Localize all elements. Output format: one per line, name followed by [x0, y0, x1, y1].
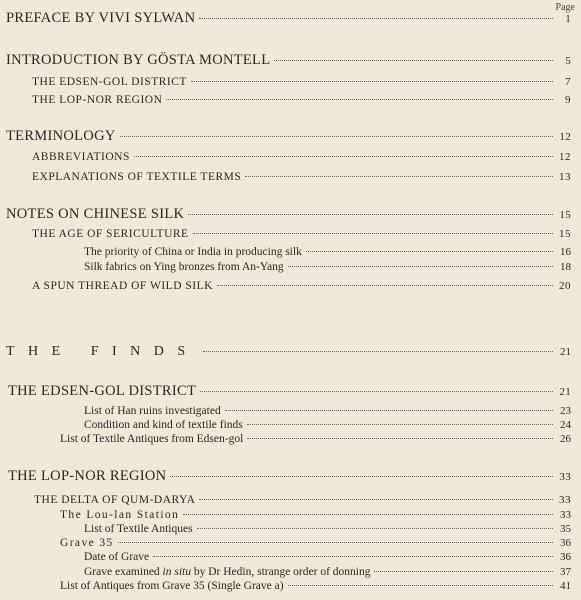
toc-entry-title: THE LOP-NOR REGION — [8, 468, 167, 484]
toc-entry-page: 21 — [559, 386, 571, 398]
toc-entry-page: 9 — [565, 94, 571, 106]
dot-leader — [134, 156, 553, 157]
toc-entry-page: 33 — [559, 471, 571, 483]
dot-leader — [170, 476, 553, 477]
dot-leader — [118, 542, 553, 543]
toc-entry-sericulture — [32, 228, 571, 240]
toc-entry-page: 21 — [560, 346, 571, 358]
toc-entry-grave-35 — [60, 537, 571, 549]
toc-entry-title: Grave 35 — [60, 537, 114, 549]
dot-leader — [288, 266, 553, 267]
toc-entry-introduction — [6, 52, 571, 69]
dot-leader — [188, 214, 553, 215]
toc-entry-title: THE EDSEN-GOL DISTRICT — [32, 76, 187, 88]
toc-entry-title: The Lou-lan Station — [60, 509, 180, 521]
dot-leader — [374, 571, 553, 572]
toc-entry-grave-35-antiques — [60, 580, 571, 592]
toc-entry-title: Condition and kind of textile finds — [84, 419, 243, 431]
toc-entry-page: 16 — [560, 246, 571, 258]
toc-entry-title: Date of Grave — [84, 551, 150, 563]
toc-entry-title: THE DELTA OF QUM-DARYA — [34, 494, 196, 506]
toc-entry-page: 23 — [560, 405, 571, 417]
toc-entry-page: 12 — [559, 151, 571, 163]
toc-entry-title: List of Textile Antiques — [84, 523, 193, 535]
toc-entry-title: THE EDSEN-GOL DISTRICT — [8, 383, 197, 399]
dot-leader — [225, 410, 553, 411]
toc-entry-grave-date — [84, 551, 571, 563]
toc-entry-edsen-gol-intro — [32, 76, 571, 88]
dot-leader — [166, 99, 553, 100]
toc-entry-textile-finds-condition — [84, 419, 571, 431]
toc-entry-priority-china-india — [84, 246, 571, 258]
toc-entry-textile-terms — [32, 171, 571, 183]
toc-entry-title: PREFACE BY VIVI SYLWAN — [6, 10, 196, 26]
toc-entry-page: 13 — [559, 171, 571, 183]
toc-entry-grave-in-situ — [84, 566, 571, 578]
toc-entry-title: List of Textile Antiques from Edsen-gol — [60, 433, 244, 445]
toc-entry-title: A SPUN THREAD OF WILD SILK — [32, 280, 213, 292]
toc-entry-title: TERMINOLOGY — [6, 128, 116, 144]
toc-entry-title: List of Antiques from Grave 35 (Single Grave a) — [60, 580, 284, 592]
toc-entry-page: 20 — [559, 280, 571, 292]
toc-entry-page: 35 — [560, 523, 571, 535]
toc-entry-edsen-gol-antiques — [60, 433, 571, 445]
dot-leader — [217, 285, 553, 286]
toc-entry-terminology — [6, 128, 571, 145]
toc-entry-page: 1 — [565, 13, 571, 25]
dot-leader — [200, 391, 553, 392]
toc-entry-title: Grave examined in situ by Dr Hedin, strange order of donning — [84, 566, 371, 578]
toc-entry-wild-silk — [32, 280, 571, 292]
dot-leader — [288, 585, 553, 586]
toc-entry-lou-lan-station — [60, 509, 571, 521]
toc-entry-page: 36 — [560, 551, 571, 563]
toc-entry-lou-lan-antiques — [84, 523, 571, 535]
toc-entry-han-ruins — [84, 405, 571, 417]
toc-entry-title: THE AGE OF SERICULTURE — [32, 228, 189, 240]
dot-leader — [197, 528, 553, 529]
dot-leader — [247, 424, 553, 425]
toc-entry-page: 15 — [559, 228, 571, 240]
toc-entry-page: 5 — [565, 55, 571, 67]
dot-leader — [191, 81, 553, 82]
toc-entry-title: The priority of China or India in producing silk — [84, 246, 302, 258]
toc-entry-page: 18 — [560, 261, 571, 273]
toc-entry-ying-bronzes — [84, 261, 571, 273]
toc-entry-preface — [6, 10, 571, 27]
dot-leader — [274, 60, 553, 61]
toc-entry-lop-nor-intro — [32, 94, 571, 106]
toc-entry-page: 26 — [560, 433, 571, 445]
toc-entry-chinese-silk — [6, 206, 571, 223]
dot-leader — [120, 136, 553, 137]
dot-leader — [306, 251, 553, 252]
toc-entry-page: 15 — [559, 209, 571, 221]
toc-entry-title: THE FINDS — [6, 344, 199, 359]
page-column-header: Page — [555, 2, 575, 13]
toc-entry-page: 41 — [560, 580, 571, 592]
toc-entry-page: 33 — [560, 509, 571, 521]
toc-entry-edsen-gol-district — [8, 383, 571, 400]
toc-entry-page: 24 — [560, 419, 571, 431]
toc-entry-page: 36 — [560, 537, 571, 549]
dot-leader — [153, 556, 553, 557]
dot-leader — [203, 351, 553, 352]
dot-leader — [193, 233, 553, 234]
toc-entry-abbreviations — [32, 151, 571, 163]
toc-entry-lop-nor-region — [8, 468, 571, 485]
toc-entry-the-finds — [6, 344, 571, 360]
toc-entry-title: THE LOP-NOR REGION — [32, 94, 163, 106]
dot-leader — [199, 499, 553, 500]
toc-entry-qum-darya — [34, 494, 571, 506]
toc-entry-title: ABBREVIATIONS — [32, 151, 130, 163]
toc-entry-page: 12 — [559, 131, 571, 143]
toc-entry-page: 37 — [560, 566, 571, 578]
toc-entry-title: INTRODUCTION BY GÖSTA MONTELL — [6, 52, 271, 68]
toc-entry-page: 33 — [559, 494, 571, 506]
toc-entry-title: List of Han ruins investigated — [84, 405, 221, 417]
dot-leader — [245, 176, 553, 177]
dot-leader — [199, 18, 553, 19]
italic-term: in situ — [162, 566, 191, 578]
dot-leader — [183, 514, 553, 515]
toc-entry-page: 7 — [565, 76, 571, 88]
toc-entry-title: Silk fabrics on Ying bronzes from An-Yang — [84, 261, 284, 273]
toc-entry-title: NOTES ON CHINESE SILK — [6, 206, 185, 222]
toc-entry-title: EXPLANATIONS OF TEXTILE TERMS — [32, 171, 242, 183]
dot-leader — [247, 438, 553, 439]
